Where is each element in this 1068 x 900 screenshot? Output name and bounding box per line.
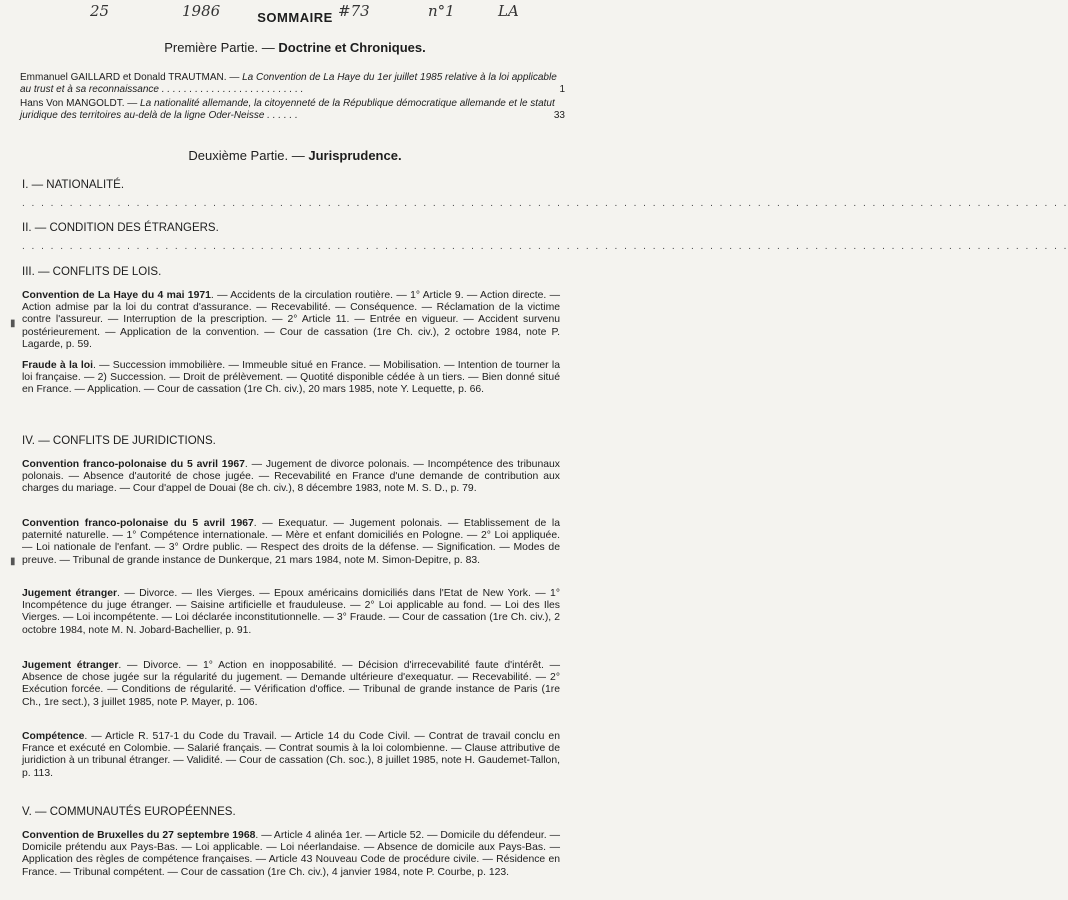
doctrine-authors: Hans Von MANGOLDT. [20, 98, 125, 109]
section-heading-nationalite: I. — NATIONALITÉ. [22, 179, 125, 191]
entry-body: . — Succession immobilière. — Immeuble situé en France. — Mobilisation. — Intention de tourner la loi française. — 2) Succession. — Droit de prélèvement. — Quotité disponible cédée à un tiers. — Bien donné situé en France. — Application. — Cour de cassation (1re Ch. civ.), 20 mars 1985, note Y. Lequette, p. 66. [22, 360, 560, 396]
jurisprudence-entry [22, 518, 560, 567]
entry-head: Convention franco-polonaise du 5 avril 1967 [22, 518, 254, 529]
margin-mark: ▮ [10, 556, 16, 567]
entry-head: Convention de La Haye du 4 mai 1971 [22, 290, 211, 301]
handwritten-ref: #73 [338, 2, 370, 20]
page-title: SOMMAIRE [257, 10, 333, 25]
section-heading-communautes: V. — COMMUNAUTÉS EUROPÉENNES. [22, 806, 236, 818]
entry-head: Fraude à la loi [22, 360, 93, 371]
dotted-leader: . . . . . . . . . . . . . . . . . . . . . . . . . . . . . . . . . . . . . . . . . . . . . . . . . . . . . . . . . . . . . . . . . . . . . . . . . . . . . . . . . . . . . . . . . . . . . . . . . . . . . . . . . . . . . . [22, 241, 1068, 252]
handwritten-year: 1986 [182, 2, 221, 20]
entry-body: . — Article 4 alinéa 1er. — Article 52. — Domicile du défendeur. — Domicile prétendu aux Pays-Bas. — Loi applicable. — Loi néerlandaise. — Absence de domicile aux Pays-Bas. — Application des règles de compétence françaises. — Article 43 Nouveau Code de procédure civile. — Résidence en France. — Tribunal compétent. — Cour de cassation (1re Ch. civ.), 4 janvier 1984, note P. Courbe, p. 123. [22, 830, 560, 878]
handwritten-initials: LA [498, 2, 519, 20]
entry-head: Jugement étranger [22, 588, 118, 599]
doctrine-item [20, 72, 565, 95]
jurisprudence-entry [22, 731, 560, 780]
entry-body: . — Divorce. — 1° Action en inopposabilité. — Décision d'irrecevabilité faute d'intérêt. — Absence de chose jugée sur la régularité du jugement. — Demande ultérieure d'exequatur. — Recevabilité. — 2° Exécution forcée. — Conditions de régularité. — Vérification d'office. — Tribunal de grande instance de Paris (1re Ch., 1re sect.), 3 juillet 1985, note P. Mayer, p. 106. [22, 660, 561, 708]
jurisprudence-entry [22, 660, 560, 709]
jurisprudence-entry [22, 830, 560, 879]
part-two-prefix: Deuxième Partie. — [188, 148, 309, 163]
entry-head: Convention franco-polonaise du 5 avril 1967 [22, 459, 245, 470]
handwritten-issue: n°1 [428, 2, 455, 20]
doctrine-text: — La Convention de La Haye du 1er juillet 1985 relative à la loi applicable au trust et à sa reconnaissance . . . . . . . . . . . . . . . . . . . . . . . . . . [20, 72, 557, 95]
entry-head: Convention de Bruxelles du 27 septembre 1968 [22, 830, 256, 841]
entry-body: . — Accidents de la circulation routière. — 1° Article 9. — Action directe. — Action admise par la loi du contrat d'assurance. — Recevabilité. — Conséquence. — Réclamation de la victime contre l'assureur. — Interruption de la prescription. — 2° Article 11. — Entrée en vigueur. — Accident survenu postérieurement. — Application de la convention. — Cour de cassation (1re Ch. civ.), 2 octobre 1984, note P. Lagarde, p. 59. [22, 290, 560, 350]
entry-body: . — Exequatur. — Jugement polonais. — Etablissement de la paternité naturelle. — 1° Compétence internationale. — Mère et enfant domiciliés en Pologne. — 2° Loi appliquée. — Loi nationale de l'enfant. — 3° Ordre public. — Respect des droits de la défense. — Signification. — Modes de preuve. — Tribunal de grande instance de Dunkerque, 21 mars 1984, note M. Simon-Depitre, p. 83. [22, 518, 560, 566]
section-heading-condition: II. — CONDITION DES ÉTRANGERS. [22, 222, 219, 234]
margin-mark: ▮ [10, 318, 16, 329]
section-heading-conflits-lois: III. — CONFLITS DE LOIS. [22, 266, 162, 278]
entry-body: . — Jugement de divorce polonais. — Incompétence des tribunaux polonais. — Absence d'autorité de chose jugée. — Recevabilité en France d'une demande de contribution aux charges du mariage. — Cour d'appel de Douai (8e ch. civ.), 8 décembre 1983, note M. S. D., p. 79. [22, 459, 560, 495]
doctrine-item [20, 98, 565, 121]
doctrine-authors: Emmanuel GAILLARD et Donald TRAUTMAN. [20, 72, 227, 83]
dotted-leader: . . . . . . . . . . . . . . . . . . . . . . . . . . . . . . . . . . . . . . . . . . . . . . . . . . . . . . . . . . . . . . . . . . . . . . . . . . . . . . . . . . . . . . . . . . . . . . . . . . . . . . . . . . . . . . [22, 198, 1068, 209]
jurisprudence-entry [22, 290, 560, 351]
entry-body: . — Article R. 517-1 du Code du Travail. — Article 14 du Code Civil. — Contrat de travail conclu en France et exécuté en Colombie. — Salarié français. — Contrat soumis à la loi colombienne. — Clause attributive de juridiction à un tribunal étranger. — Validité. — Cour de cassation (Ch. soc.), 8 juillet 1985, note H. Gaudemet-Tallon, p. 113. [22, 731, 560, 779]
entry-body: . — Divorce. — Iles Vierges. — Epoux américains domiciliés dans l'Etat de New York. — 1° Incompétence du juge étranger. — Saisine artificielle et frauduleuse. — 2° Loi applicable au fond. — Loi des Iles Vierges. — Loi incompétente. — Loi déclarée inconstitutionnelle. — 3° Fraude. — Cour de cassation (1re Ch. civ.), 2 octobre 1984, note M. N. Jobard-Bachellier, p. 91. [22, 588, 560, 636]
part-two-heading [0, 148, 590, 163]
entry-head: Compétence [22, 731, 85, 742]
doctrine-page: 33 [553, 109, 565, 121]
section-heading-conflits-juridictions: IV. — CONFLITS DE JURIDICTIONS. [22, 435, 216, 447]
doctrine-page: 1 [559, 83, 565, 95]
part-two-label: Jurisprudence. [308, 148, 402, 163]
part-one-label: Doctrine et Chroniques. [278, 40, 426, 55]
doctrine-text: — La nationalité allemande, la citoyenneté de la République démocratique allemande et le statut juridique des territoires au-delà de la ligne Oder-Neisse . . . . . . [20, 98, 555, 121]
entry-head: Jugement étranger [22, 660, 119, 671]
jurisprudence-entry [22, 360, 560, 397]
handwritten-number: 25 [90, 2, 110, 20]
part-one-prefix: Première Partie. — [164, 40, 279, 55]
jurisprudence-entry [22, 588, 560, 637]
jurisprudence-entry [22, 459, 560, 496]
part-one-heading [0, 40, 590, 55]
